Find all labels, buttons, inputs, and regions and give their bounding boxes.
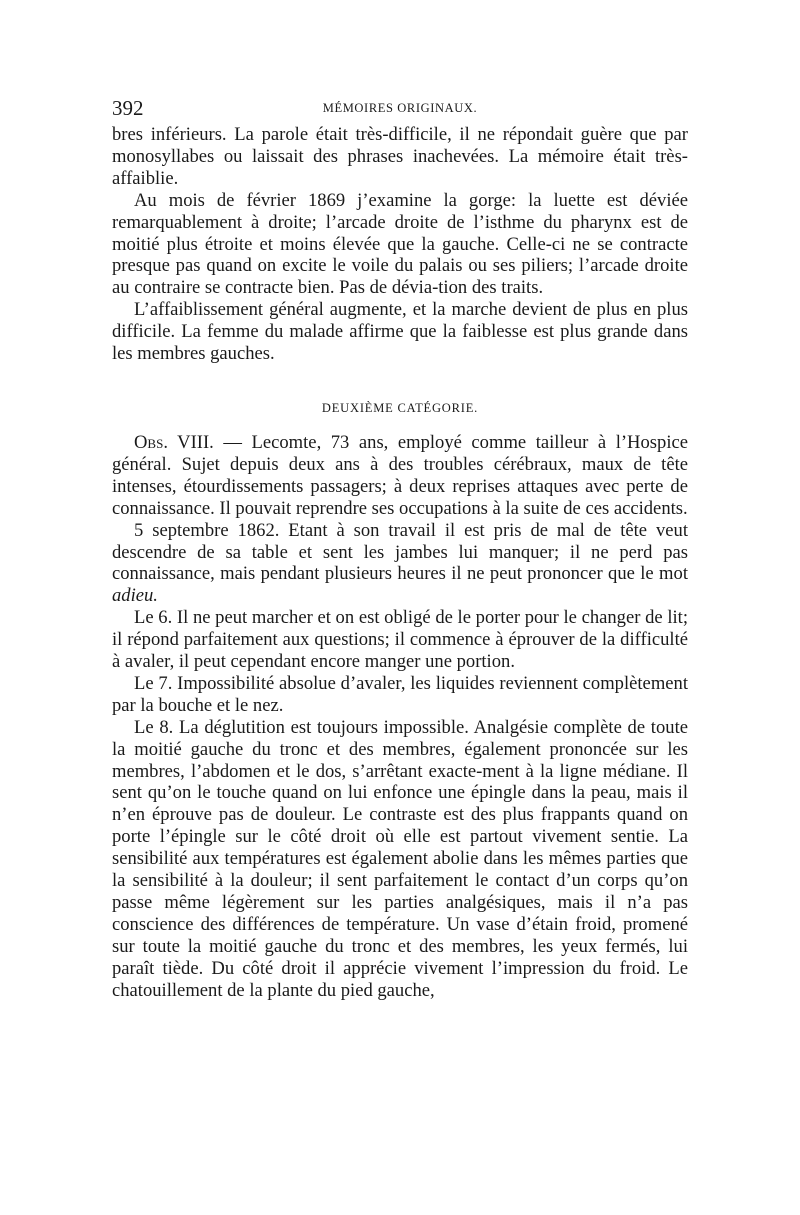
section-heading: DEUXIÈME CATÉGORIE. <box>321 400 479 415</box>
page-number: 392 <box>112 96 144 120</box>
paragraph-throat-exam: Au mois de février 1869 j’examine la gorge: la luette est déviée remarquablement à droite; l’arcade droite de l’isthme du pharynx est de moitié plus étroite et moins élevée que la gauche. Celle-ci ne se contracte presque pas quand on excite le voile du palais ou ses piliers; l’arcade droite au contraire se contracte bien. Pas de dévia-tion des traits. <box>112 189 688 299</box>
running-head <box>112 96 688 124</box>
paragraph-weakness: L’affaiblissement général augmente, et la marche devient de plus en plus difficile. La femme du malade affirme que la faiblesse est plus grande dans les membres gauches. <box>112 299 688 365</box>
book-page <box>112 96 688 1002</box>
body-text <box>112 124 688 1002</box>
paragraph-continuation: bres inférieurs. La parole était très-difficile, il ne répondait guère que par monosyllabes ou laissait des phrases inachevées. La mémoire était très-affaiblie. <box>112 124 688 189</box>
paragraph-september-5-text: 5 septembre 1862. Etant à son travail il est pris de mal de tête veut descendre de sa table et sent les jambes lui manquer; il ne perd pas connaissance, mais pendant plusieurs heures il ne peut prononcer que le mot <box>112 519 688 585</box>
paragraph-day-7: Le 7. Impossibilité absolue d’avaler, les liquides reviennent complètement par la bouche et le nez. <box>112 672 688 716</box>
paragraph-day-8: Le 8. La déglutition est toujours impossible. Analgésie complète de toute la moitié gauche du tronc et des membres, également prononcée sur les membres, l’abdomen et le dos, s’arrêtant exacte-ment à la ligne médiane. Il sent qu’on le touche quand on lui enfonce une épingle dans la peau, mais il n’en éprouve pas de douleur. Le contraste est des plus frappants quand on porte l’épingle sur le côté droit où elle est partout vivement sentie. La sensibilité aux températures est également abolie dans les mêmes parties que la sensibilité à la douleur; il sent parfaitement le contact d’un corps qu’on passe même légèrement sur les parties analgésiques, mais il n’a pas conscience des différences de température. Un vase d’étain froid, promené sur toute la moitié gauche du tronc et des membres, les yeux fermés, lui paraît tiède. Du côté droit il apprécie vivement l’impression du froid. Le chatouillement de la plante du pied gauche, <box>112 716 688 1001</box>
observation-label: Obs. VIII. <box>134 431 214 453</box>
running-title: MÉMOIRES ORIGINAUX. <box>322 101 478 115</box>
paragraph-september-5 <box>112 520 688 608</box>
italic-word: adieu. <box>112 585 158 607</box>
observation-text: — Lecomte, 73 ans, employé comme tailleur à l’Hospice général. Sujet depuis deux ans à des troubles cérébraux, maux de tête intenses, étourdissements passagers; à deux reprises attaques avec perte de connaissance. Il pouvait reprendre ses occupations à la suite de ces accidents. <box>112 431 688 519</box>
paragraph-observation-8 <box>112 432 688 520</box>
paragraph-day-6: Le 6. Il ne peut marcher et on est obligé de le porter pour le changer de lit; il répond parfaitement aux questions; il commence à éprouver de la difficulté à avaler, il peut cependant encore manger une portion. <box>112 607 688 673</box>
